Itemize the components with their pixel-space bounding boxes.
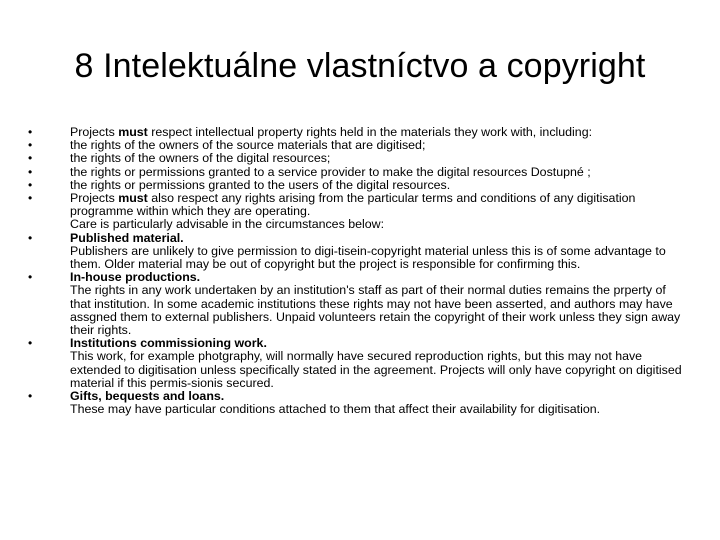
bullet-text: the rights of the owners of the source materials that are digitised;: [70, 138, 426, 153]
bullet-heading: Published material.: [70, 230, 184, 245]
bullet-list: [28, 126, 688, 416]
bullet-dot: •: [28, 336, 33, 351]
bullet-dot: •: [28, 151, 33, 166]
bullet-extra-text: Care is particularly advisable in the circumstances below:: [70, 217, 385, 232]
bullet-dot: •: [28, 389, 33, 404]
slide-title: 8 Intelektuálne vlastníctvo a copyright: [74, 47, 646, 85]
bullet-heading: Institutions commissioning work.: [70, 336, 267, 351]
bullet-body: These may have particular conditions attached to them that affect their availability for digitisation.: [70, 402, 601, 417]
bullet-item: [28, 166, 688, 179]
bullet-dot: •: [28, 177, 33, 192]
bullet-body: Publishers are unlikely to give permission to digi-tisein-copyright material unless this is of some advantage to them. Older material may be out of copyright but the project is responsible for confirming this.: [70, 243, 666, 272]
bullet-item: [28, 152, 688, 165]
bullet-dot: •: [28, 164, 33, 179]
bullet-heading: In-house productions.: [70, 270, 201, 285]
bullet-dot: •: [28, 270, 33, 285]
bullet-item: [28, 390, 688, 416]
bullet-dot: •: [28, 138, 33, 153]
bullet-text: the rights of the owners of the digital resources;: [70, 151, 331, 166]
bullet-item: [28, 271, 688, 337]
bullet-heading: Gifts, bequests and loans.: [70, 389, 225, 404]
bullet-item: [28, 337, 688, 390]
bullet-text: Projects must respect intellectual property rights held in the materials they work with, including:: [70, 125, 593, 139]
bullet-dot: •: [28, 125, 33, 139]
bullet-item: [28, 232, 688, 272]
bullet-body: This work, for example photgraphy, will normally have secured reproduction rights, but this may not have extended to digitisation unless specifically stated in the agreement. Projects will only have copyright on digitised material if this permis-sionis secured.: [70, 349, 682, 390]
bullet-body: The rights in any work undertaken by an institution's staff as part of their normal duties remains the prperty of that institution. In some academic institutions these rights may not have been asserted, and authors may have assgned them to external publishers. Unpaid volunteers retain the copyright of their work unless they sign away their rights.: [70, 283, 681, 338]
bullet-text: Projects must also respect any rights arising from the particular terms and conditions of any digitisation programme within which they are operating.: [70, 191, 636, 219]
bullet-item: [28, 192, 688, 232]
bullet-text: the rights or permissions granted to the users of the digital resources.: [70, 177, 451, 192]
bullet-dot: •: [28, 191, 33, 206]
bullet-dot: •: [28, 230, 33, 245]
bullet-text: the rights or permissions granted to a service provider to make the digital resources Dostupné ;: [70, 164, 591, 179]
